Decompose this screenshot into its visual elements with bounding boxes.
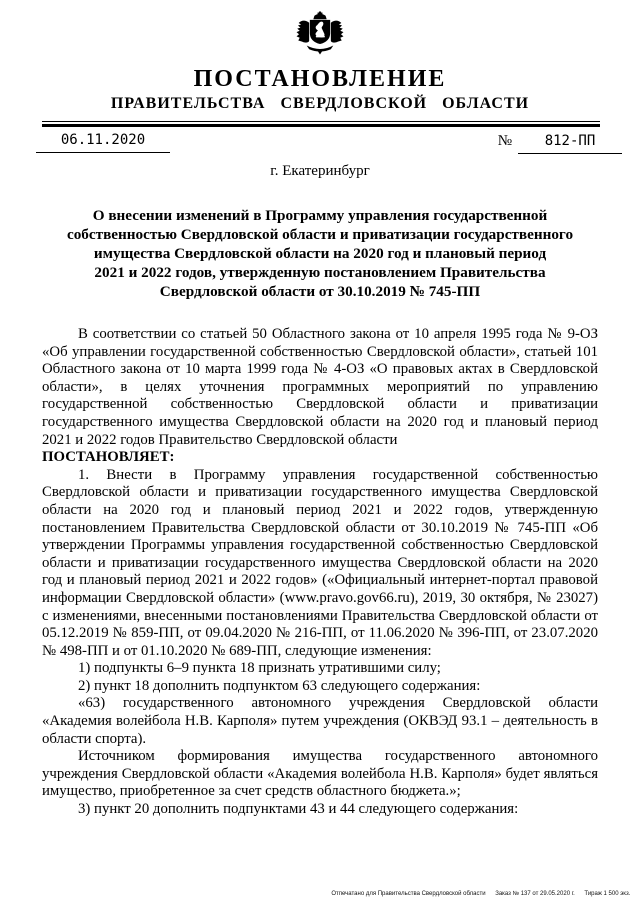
paragraph-intro: В соответствии со статьей 50 Областного закона от 10 апреля 1995 года № 9-ОЗ «Об управлении государственной собственностью Свердловской области», статьей 101 Областного закона от 10 марта 1999 года № 4-ОЗ «О правовых актах в Свердловской области», в целях уточнения программных мероприятий по управлению государственной собственностью Свердловской области и приватизации государственного имущества Свердловской области на 2020 год и плановый период 2021 и 2022 годов Правительство Свердловской области <box>42 326 598 448</box>
paragraph-subitem-2: 2) пункт 18 дополнить подпунктом 63 следующего содержания: <box>78 677 481 694</box>
paragraph-resolves: ПОСТАНОВЛЯЕТ: <box>42 449 175 466</box>
document-date: 06.11.2020 <box>36 132 170 153</box>
subject-line: 2021 и 2022 годов, утвержденную постановлением Правительства <box>94 264 546 281</box>
subject-line: О внесении изменений в Программу управления государственной <box>92 207 548 224</box>
paragraph-subitem-3: 3) пункт 20 дополнить подпунктами 43 и 44 следующего содержания: <box>78 801 519 818</box>
paragraph-item-1-vnesti: 1. Внести в Программу управления государственной собственностью Свердловской области и приватизации государственного имущества Свердловской области на 2020 год и плановый период 2021 и 2022 годов, утвержденную постановлением Правительства Свердловской области от 30.10.2019 № 745-ПП «Об утверждении Программы управления государственной собственностью Свердловской области и приватизации государственного имущества Свердловской области на 2020 год и плановый период 2021 и 2022 годов» («Официальный интернет-портал правовой информации Свердловской области» (www.pravo.gov66.ru), 2019, 30 октября, № 23027) с изменениями, внесенными постановлениями Правительства Свердловской области от 05.12.2019 № 859-ПП, от 09.04.2020 № 216-ПП, от 11.06.2020 № 396-ПП, от 23.07.2020 № 498-ПП и от 01.10.2020 № 689-ПП, следующие изменения: <box>42 466 598 659</box>
document-type-title: ПОСТАНОВЛЕНИЕ <box>193 66 447 92</box>
print-imprint <box>331 890 630 897</box>
number-sign: № <box>497 133 512 149</box>
paragraph-subitem-63: «63) государственного автономного учреждения Свердловской области «Академия волейбола Н.В. Карполя» путем учреждения (ОКВЭД 93.1 – деятельность в области спорта). <box>42 695 598 747</box>
dateline <box>0 131 640 158</box>
document-body <box>42 326 598 819</box>
document-city: г. Екатеринбург <box>270 163 370 179</box>
header-divider-thin-line <box>42 121 600 122</box>
coat-of-arms-icon <box>0 0 640 63</box>
imprint-circulation: Тираж 1 500 экз. <box>584 890 630 897</box>
subject-line: имущества Свердловской области на 2020 год и плановый период <box>93 245 547 262</box>
imprint-order: Заказ № 137 от 29.05.2020 г. <box>494 890 575 897</box>
subject-line: собственностью Свердловской области и приватизации государственного <box>66 226 574 243</box>
header-divider-thick-line <box>42 124 600 127</box>
document-org-title: ПРАВИТЕЛЬСТВА СВЕРДЛОВСКОЙ ОБЛАСТИ <box>110 95 530 112</box>
document-number-block <box>498 132 622 154</box>
imprint-printed-for: Отпечатано для Правительства Свердловской области <box>330 890 486 897</box>
document-number: 812-ПП <box>518 133 622 154</box>
header-divider <box>42 121 600 127</box>
paragraph-source-of-property: Источником формирования имущества государственного автономного учреждения Свердловской области «Академия волейбола Н.В. Карполя» будет являться имущество, приобретенное за счет средств областного бюджета.»; <box>42 748 598 800</box>
document-subject <box>0 206 640 301</box>
subject-line: Свердловской области от 30.10.2019 № 745-ПП <box>159 283 481 300</box>
paragraph-subitem-1: 1) подпункты 6–9 пункта 18 признать утратившими силу; <box>78 660 441 677</box>
